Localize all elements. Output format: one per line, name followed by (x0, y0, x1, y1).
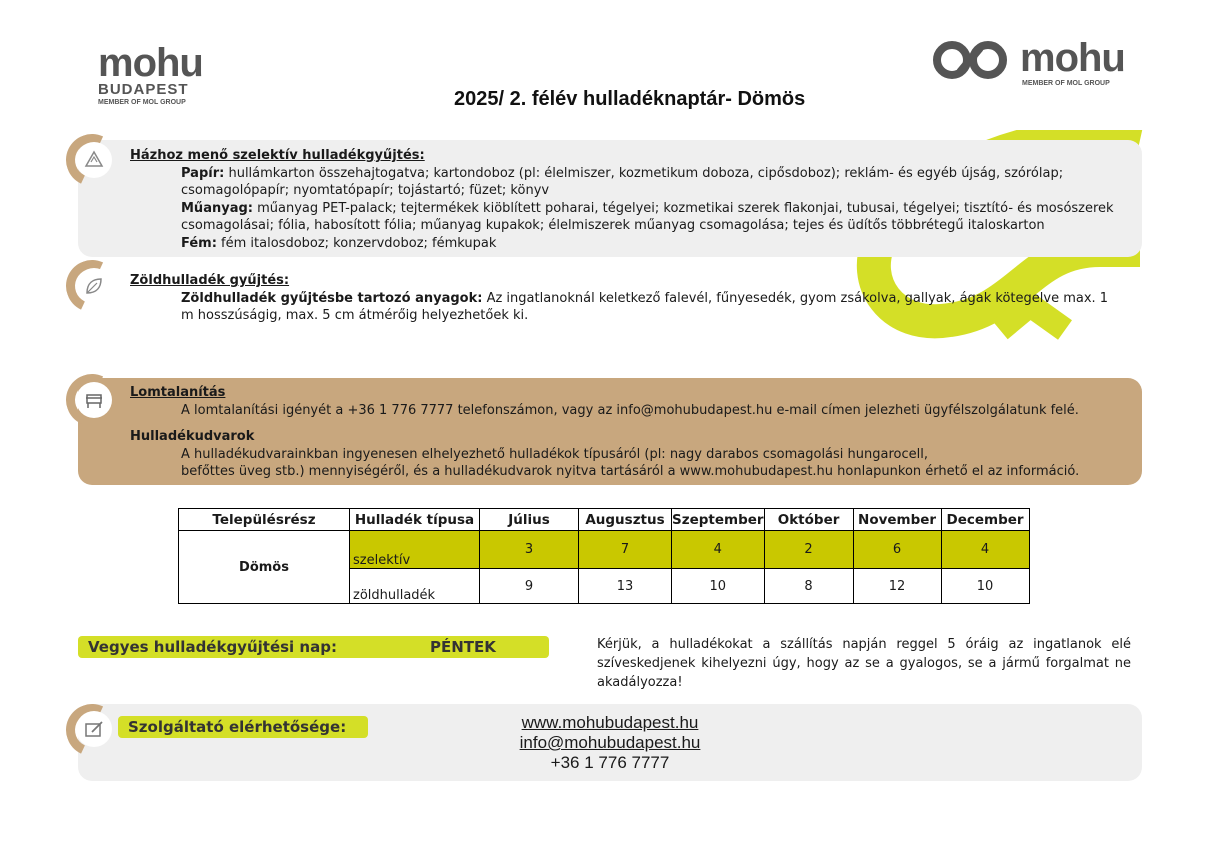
leaf-icon (83, 275, 105, 297)
date-cell: 4 (672, 531, 765, 569)
green-line (130, 290, 1110, 325)
green-label: Zöldhulladék gyűjtésbe tartozó anyagok: (181, 290, 483, 306)
green-section (130, 272, 1110, 325)
selective-heading: Házhoz menő szelektív hulladékgyűjtés: (130, 148, 425, 163)
recycle-icon (83, 149, 105, 171)
bulky-heading: Lomtalanítás (130, 385, 226, 400)
metal-text: fém italosdoboz; konzervdoboz; fémkupak (216, 235, 497, 251)
website-link[interactable]: www.mohubudapest.hu (521, 713, 699, 732)
metal-label: Fém: (181, 235, 217, 251)
header-month: Július (480, 509, 579, 531)
type-cell: zöldhulladék (350, 569, 480, 604)
furniture-badge (76, 382, 112, 418)
date-cell: 8 (764, 569, 853, 604)
selective-section (130, 147, 1135, 252)
contact-details (480, 713, 740, 773)
mohu-logo-right (930, 36, 1140, 96)
contact-badge (76, 711, 112, 747)
yards-line-2: befőttes üveg stb.) mennyiségéről, és a hulladékudvarok nyitva tartásáról a www.mohubudapest.hu honlapunkon érhető el az információ. (181, 464, 1080, 479)
contact-label: Szolgáltató elérhetősége: (128, 718, 347, 736)
email-link[interactable]: info@mohubudapest.hu (519, 733, 701, 752)
collection-calendar-table (178, 508, 1030, 604)
bulky-section (130, 384, 1135, 481)
header-month: November (853, 509, 941, 531)
date-cell: 10 (672, 569, 765, 604)
plastic-line (181, 200, 1135, 235)
mixed-waste-label: Vegyes hulladékgyűjtési nap: (88, 638, 337, 656)
date-cell: 2 (764, 531, 853, 569)
table-header-row (179, 509, 1030, 531)
type-cell: szelektív (350, 531, 480, 569)
yards-heading: Hulladékudvarok (130, 429, 255, 444)
district-cell: Dömös (179, 531, 350, 604)
yards-line-1: A hulladékudvarainkban ingyenesen elhelyezhető hulladékok típusáról (pl: nagy darabos csomagolási hungarocell, (181, 446, 928, 462)
plastic-label: Műanyag: (181, 200, 253, 216)
logo-member-right: MEMBER OF MOL GROUP (1022, 80, 1110, 87)
bulky-text: A lomtalanítási igényét a +36 1 776 7777 telefonszámon, vagy az info@mohubudapest.hu e-mail címen jelezheti ügyfélszolgálatunk felé. (181, 402, 1079, 418)
header-month: December (941, 509, 1029, 531)
logo-word: mohu (98, 41, 203, 85)
mohu-budapest-logo (98, 41, 208, 108)
header-type: Hulladék típusa (350, 509, 480, 531)
paper-text: hullámkarton összehajtogatva; kartondoboz (pl: élelmiszer, kozmetikum doboza, cipősdoboz); reklám- és egyéb újság, szórólap; csomagolópapír; nyomtatópapír; tojástartó; füzet; könyv (181, 165, 1064, 198)
header-month: Augusztus (579, 509, 672, 531)
placement-notice: Kérjük, a hulladékokat a szállítás napján reggel 5 óráig az ingatlanok elé szíveskedjenek kihelyezni úgy, hogy az se a gyalogos, se a jármű forgalmat ne akadályozza! (597, 637, 1131, 690)
green-text: Az ingatlanoknál keletkező falevél, fűnyesedék, gyom zsákolva, gallyak, ágak kötegelve max. 1 m hosszúságig, max. 5 cm átmérőig helyezhetőek ki. (181, 290, 1109, 323)
logo-city: BUDAPEST (98, 81, 189, 98)
leaf-badge (76, 268, 112, 304)
header-month: Szeptember (672, 509, 765, 531)
green-heading: Zöldhulladék gyűjtés: (130, 273, 290, 288)
date-cell: 6 (853, 531, 941, 569)
furniture-icon (83, 389, 105, 411)
plastic-text: műanyag PET-palack; tejtermékek kiöblített poharai, tégelyei; kozmetikai szerek flakonjai, tubusai, tégelyei; tisztító- és mosószerek csomagolásai; fólia, habosított fólia; műanyag kupakok; élelmiszerek műanyag csomagolása; tejes és üdítős többrétegű italoskarton (181, 200, 1114, 233)
paper-label: Papír: (181, 165, 225, 181)
date-cell: 9 (480, 569, 579, 604)
table-row (179, 531, 1030, 569)
header-district: Településrész (179, 509, 350, 531)
phone-number: +36 1 776 7777 (550, 753, 670, 772)
date-cell: 10 (941, 569, 1029, 604)
mohu-infinity-icon (930, 38, 1012, 82)
recycle-badge (76, 142, 112, 178)
date-cell: 3 (480, 531, 579, 569)
page-title: 2025/ 2. félév hulladéknaptár- Dömös (454, 88, 806, 110)
date-cell: 12 (853, 569, 941, 604)
logo-member: MEMBER OF MOL GROUP (98, 99, 186, 106)
metal-line (181, 235, 1135, 253)
mixed-waste-day: PÉNTEK (430, 638, 496, 656)
date-cell: 4 (941, 531, 1029, 569)
header-month: Október (764, 509, 853, 531)
date-cell: 13 (579, 569, 672, 604)
logo-word-right: mohu (1020, 36, 1125, 80)
contact-icon (83, 718, 105, 740)
date-cell: 7 (579, 531, 672, 569)
paper-line (181, 165, 1135, 200)
